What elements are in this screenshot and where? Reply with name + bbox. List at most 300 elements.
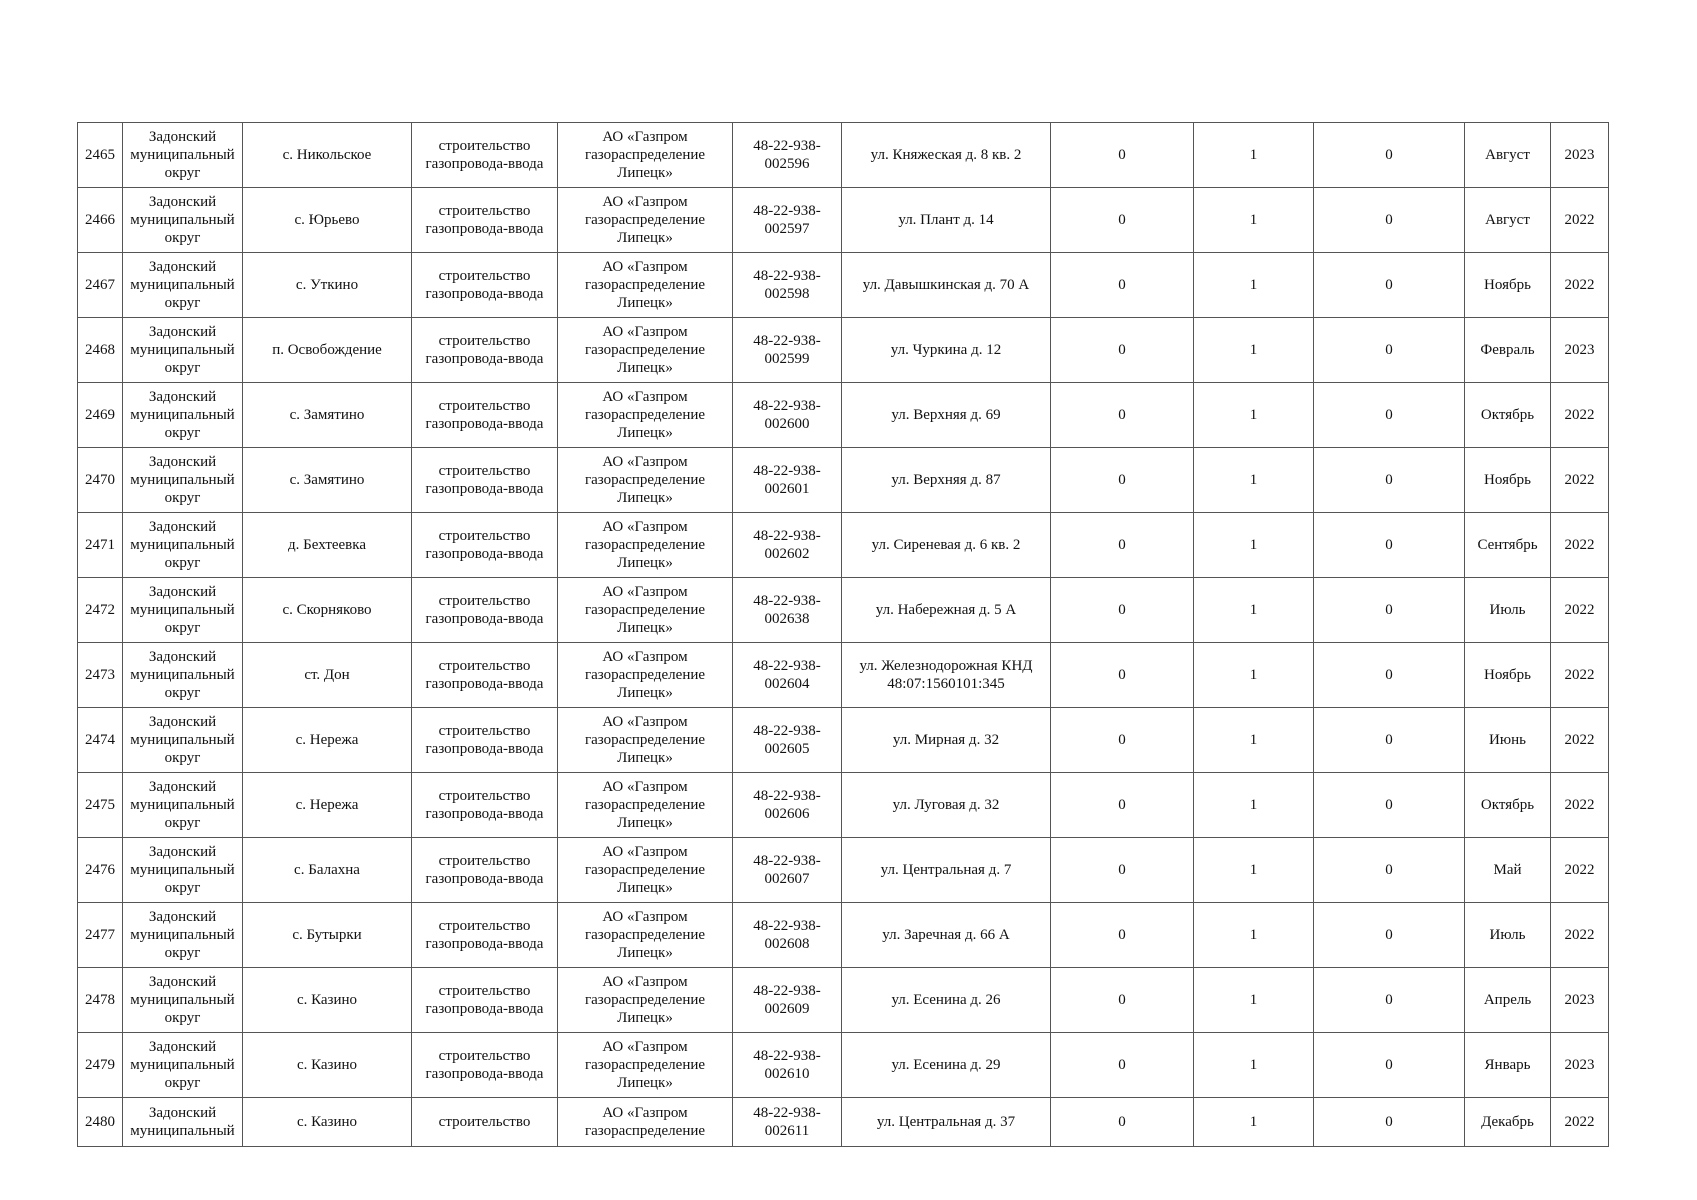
district-line: муниципальный (130, 1057, 235, 1073)
locality-cell: с. Замятино (243, 448, 412, 513)
row-number-cell: 2476 (78, 838, 123, 903)
organization-line: АО «Газпром (602, 1039, 688, 1055)
object-code-cell (733, 643, 842, 708)
work-type-line: строительство (438, 463, 531, 479)
year-cell: 2023 (1551, 1033, 1609, 1098)
count-3-cell: 0 (1314, 1098, 1465, 1147)
address-cell (842, 578, 1051, 643)
year-cell: 2023 (1551, 318, 1609, 383)
district-cell (123, 253, 243, 318)
object-code-cell (733, 188, 842, 253)
district-cell (123, 513, 243, 578)
district-cell (123, 1098, 243, 1147)
district-cell (123, 578, 243, 643)
row-number-cell: 2466 (78, 188, 123, 253)
organization-cell (558, 1098, 733, 1147)
object-code-line: 002604 (764, 676, 810, 692)
object-code-line: 002607 (764, 871, 810, 887)
row-number-cell: 2465 (78, 123, 123, 188)
work-type-cell (412, 253, 558, 318)
work-type-cell (412, 708, 558, 773)
address-cell (842, 708, 1051, 773)
district-line: округ (164, 295, 201, 311)
district-line: округ (164, 750, 201, 766)
object-code-cell (733, 513, 842, 578)
district-line: Задонский (148, 714, 217, 730)
object-code-cell (733, 448, 842, 513)
locality-cell: с. Замятино (243, 383, 412, 448)
row-number-cell: 2471 (78, 513, 123, 578)
district-cell (123, 123, 243, 188)
district-line: муниципальный (130, 862, 235, 878)
organization-line: газораспределение (584, 992, 706, 1008)
work-type-line: газопровода-ввода (425, 481, 544, 497)
address-line: ул. Давышкинская д. 70 А (862, 277, 1030, 293)
work-type-line: газопровода-ввода (425, 546, 544, 562)
district-line: Задонский (148, 1105, 217, 1121)
organization-line: Липецк» (617, 490, 673, 506)
organization-cell (558, 578, 733, 643)
organization-line: газораспределение (584, 732, 706, 748)
registry-table (77, 122, 1609, 1147)
district-cell (123, 903, 243, 968)
count-3-cell: 0 (1314, 773, 1465, 838)
month-cell: Декабрь (1465, 1098, 1551, 1147)
work-type-line: строительство (438, 268, 531, 284)
count-1-cell: 0 (1051, 448, 1194, 513)
table-row (78, 1098, 1609, 1147)
locality-cell: п. Освобождение (243, 318, 412, 383)
work-type-cell (412, 1098, 558, 1147)
count-1-cell: 0 (1051, 1098, 1194, 1147)
address-line: ул. Есенина д. 29 (891, 1057, 1001, 1073)
organization-line: АО «Газпром (602, 129, 688, 145)
count-2-cell: 1 (1194, 578, 1314, 643)
organization-line: Липецк» (617, 750, 673, 766)
district-line: муниципальный (130, 667, 235, 683)
work-type-cell (412, 643, 558, 708)
organization-line: АО «Газпром (602, 194, 688, 210)
count-3-cell: 0 (1314, 708, 1465, 773)
object-code-line: 48-22-938- (753, 723, 821, 739)
work-type-line: газопровода-ввода (425, 611, 544, 627)
count-1-cell: 0 (1051, 1033, 1194, 1098)
object-code-line: 48-22-938- (753, 268, 821, 284)
year-cell: 2022 (1551, 643, 1609, 708)
object-code-line: 48-22-938- (753, 788, 821, 804)
district-cell (123, 968, 243, 1033)
district-line: округ (164, 425, 201, 441)
address-cell (842, 318, 1051, 383)
object-code-line: 002600 (764, 416, 810, 432)
object-code-cell (733, 1033, 842, 1098)
organization-line: АО «Газпром (602, 844, 688, 860)
count-1-cell: 0 (1051, 903, 1194, 968)
address-cell (842, 383, 1051, 448)
district-line: Задонский (148, 974, 217, 990)
organization-line: газораспределение (584, 862, 706, 878)
district-line: муниципальный (130, 732, 235, 748)
count-3-cell: 0 (1314, 383, 1465, 448)
district-line: Задонский (148, 389, 217, 405)
month-cell: Август (1465, 188, 1551, 253)
table-row (78, 513, 1609, 578)
organization-line: Липецк» (617, 295, 673, 311)
locality-cell: с. Никольское (243, 123, 412, 188)
district-line: округ (164, 815, 201, 831)
district-line: муниципальный (130, 1123, 235, 1139)
organization-line: Липецк» (617, 1010, 673, 1026)
address-cell (842, 253, 1051, 318)
organization-line: газораспределение (584, 342, 706, 358)
count-1-cell: 0 (1051, 643, 1194, 708)
address-line: ул. Чуркина д. 12 (890, 342, 1002, 358)
count-1-cell: 0 (1051, 253, 1194, 318)
month-cell: Июнь (1465, 708, 1551, 773)
month-cell: Февраль (1465, 318, 1551, 383)
district-line: Задонский (148, 1039, 217, 1055)
organization-line: газораспределение (584, 667, 706, 683)
organization-line: Липецк» (617, 360, 673, 376)
work-type-line: строительство (438, 398, 531, 414)
district-line: округ (164, 360, 201, 376)
address-line: ул. Есенина д. 26 (891, 992, 1001, 1008)
object-code-line: 002608 (764, 936, 810, 952)
district-line: муниципальный (130, 472, 235, 488)
count-1-cell: 0 (1051, 318, 1194, 383)
organization-line: Липецк» (617, 620, 673, 636)
object-code-cell (733, 123, 842, 188)
organization-line: АО «Газпром (602, 259, 688, 275)
organization-line: АО «Газпром (602, 584, 688, 600)
organization-cell (558, 838, 733, 903)
object-code-line: 002596 (764, 156, 810, 172)
organization-line: Липецк» (617, 685, 673, 701)
district-line: муниципальный (130, 407, 235, 423)
work-type-cell (412, 318, 558, 383)
district-line: Задонский (148, 649, 217, 665)
count-2-cell: 1 (1194, 968, 1314, 1033)
organization-line: Липецк» (617, 880, 673, 896)
work-type-cell (412, 1033, 558, 1098)
organization-cell (558, 383, 733, 448)
object-code-line: 002605 (764, 741, 810, 757)
address-line: ул. Верхняя д. 69 (891, 407, 1001, 423)
year-cell: 2022 (1551, 838, 1609, 903)
row-number-cell: 2467 (78, 253, 123, 318)
organization-line: газораспределение (584, 277, 706, 293)
organization-line: газораспределение (584, 602, 706, 618)
count-3-cell: 0 (1314, 253, 1465, 318)
work-type-line: строительство (438, 918, 531, 934)
address-line: ул. Набережная д. 5 А (875, 602, 1017, 618)
count-1-cell: 0 (1051, 708, 1194, 773)
row-number-cell: 2469 (78, 383, 123, 448)
work-type-cell (412, 578, 558, 643)
district-line: округ (164, 230, 201, 246)
count-3-cell: 0 (1314, 838, 1465, 903)
work-type-line: строительство (438, 1048, 531, 1064)
address-line: ул. Центральная д. 7 (880, 862, 1012, 878)
organization-line: Липецк» (617, 425, 673, 441)
locality-cell: с. Казино (243, 1098, 412, 1147)
address-cell (842, 448, 1051, 513)
locality-cell: с. Нережа (243, 708, 412, 773)
table-row (78, 318, 1609, 383)
district-cell (123, 643, 243, 708)
table-row (78, 903, 1609, 968)
district-line: муниципальный (130, 992, 235, 1008)
object-code-line: 48-22-938- (753, 918, 821, 934)
address-line: ул. Луговая д. 32 (892, 797, 1000, 813)
table-row (78, 253, 1609, 318)
month-cell: Июль (1465, 903, 1551, 968)
work-type-line: газопровода-ввода (425, 741, 544, 757)
month-cell: Ноябрь (1465, 253, 1551, 318)
district-line: муниципальный (130, 212, 235, 228)
address-cell (842, 773, 1051, 838)
month-cell: Октябрь (1465, 773, 1551, 838)
district-line: округ (164, 945, 201, 961)
count-1-cell: 0 (1051, 578, 1194, 643)
row-number-cell: 2480 (78, 1098, 123, 1147)
table-row (78, 383, 1609, 448)
count-3-cell: 0 (1314, 578, 1465, 643)
work-type-line: газопровода-ввода (425, 806, 544, 822)
month-cell: Апрель (1465, 968, 1551, 1033)
object-code-line: 002599 (764, 351, 810, 367)
organization-line: АО «Газпром (602, 714, 688, 730)
count-2-cell: 1 (1194, 448, 1314, 513)
locality-cell: с. Уткино (243, 253, 412, 318)
work-type-line: газопровода-ввода (425, 676, 544, 692)
address-cell (842, 838, 1051, 903)
object-code-line: 002609 (764, 1001, 810, 1017)
address-line: ул. Верхняя д. 87 (891, 472, 1001, 488)
object-code-cell (733, 578, 842, 643)
district-line: муниципальный (130, 927, 235, 943)
organization-line: газораспределение (584, 1057, 706, 1073)
address-cell (842, 123, 1051, 188)
object-code-cell (733, 838, 842, 903)
count-3-cell: 0 (1314, 1033, 1465, 1098)
count-2-cell: 1 (1194, 903, 1314, 968)
district-cell (123, 838, 243, 903)
district-line: округ (164, 490, 201, 506)
year-cell: 2022 (1551, 188, 1609, 253)
district-line: Задонский (148, 454, 217, 470)
organization-line: АО «Газпром (602, 324, 688, 340)
table-row (78, 188, 1609, 253)
object-code-line: 48-22-938- (753, 138, 821, 154)
year-cell: 2023 (1551, 123, 1609, 188)
organization-cell (558, 123, 733, 188)
organization-line: АО «Газпром (602, 519, 688, 535)
work-type-line: газопровода-ввода (425, 1066, 544, 1082)
district-line: муниципальный (130, 277, 235, 293)
count-3-cell: 0 (1314, 513, 1465, 578)
district-line: муниципальный (130, 342, 235, 358)
count-1-cell: 0 (1051, 188, 1194, 253)
work-type-line: строительство (438, 138, 531, 154)
organization-cell (558, 643, 733, 708)
locality-cell: с. Нережа (243, 773, 412, 838)
row-number-cell: 2479 (78, 1033, 123, 1098)
district-line: муниципальный (130, 602, 235, 618)
table-row (78, 968, 1609, 1033)
object-code-cell (733, 903, 842, 968)
count-1-cell: 0 (1051, 513, 1194, 578)
organization-cell (558, 318, 733, 383)
district-line: Задонский (148, 584, 217, 600)
locality-cell: с. Скорняково (243, 578, 412, 643)
address-cell (842, 1098, 1051, 1147)
object-code-line: 48-22-938- (753, 853, 821, 869)
work-type-line: газопровода-ввода (425, 286, 544, 302)
row-number-cell: 2477 (78, 903, 123, 968)
object-code-cell (733, 773, 842, 838)
count-3-cell: 0 (1314, 903, 1465, 968)
district-line: муниципальный (130, 147, 235, 163)
address-cell (842, 188, 1051, 253)
locality-cell: с. Казино (243, 1033, 412, 1098)
district-line: Задонский (148, 129, 217, 145)
row-number-cell: 2473 (78, 643, 123, 708)
count-2-cell: 1 (1194, 513, 1314, 578)
district-line: Задонский (148, 324, 217, 340)
count-2-cell: 1 (1194, 838, 1314, 903)
organization-line: газораспределение (584, 537, 706, 553)
year-cell: 2022 (1551, 578, 1609, 643)
district-line: муниципальный (130, 797, 235, 813)
object-code-cell (733, 1098, 842, 1147)
organization-line: АО «Газпром (602, 389, 688, 405)
table-row (78, 448, 1609, 513)
work-type-line: строительство (438, 983, 531, 999)
organization-line: Липецк» (617, 815, 673, 831)
address-cell (842, 1033, 1051, 1098)
district-line: округ (164, 165, 201, 181)
month-cell: Август (1465, 123, 1551, 188)
year-cell: 2022 (1551, 513, 1609, 578)
count-2-cell: 1 (1194, 123, 1314, 188)
locality-cell: с. Бутырки (243, 903, 412, 968)
count-3-cell: 0 (1314, 643, 1465, 708)
organization-line: газораспределение (584, 212, 706, 228)
year-cell: 2022 (1551, 708, 1609, 773)
organization-line: Липецк» (617, 230, 673, 246)
row-number-cell: 2470 (78, 448, 123, 513)
count-2-cell: 1 (1194, 1033, 1314, 1098)
address-cell (842, 968, 1051, 1033)
district-line: Задонский (148, 194, 217, 210)
work-type-line: строительство (438, 333, 531, 349)
organization-cell (558, 968, 733, 1033)
year-cell: 2022 (1551, 773, 1609, 838)
work-type-line: строительство (438, 593, 531, 609)
work-type-cell (412, 188, 558, 253)
work-type-line: газопровода-ввода (425, 351, 544, 367)
count-2-cell: 1 (1194, 253, 1314, 318)
locality-cell: д. Бехтеевка (243, 513, 412, 578)
object-code-line: 48-22-938- (753, 203, 821, 219)
month-cell: Январь (1465, 1033, 1551, 1098)
count-2-cell: 1 (1194, 773, 1314, 838)
work-type-line: газопровода-ввода (425, 156, 544, 172)
organization-cell (558, 708, 733, 773)
object-code-line: 48-22-938- (753, 463, 821, 479)
row-number-cell: 2472 (78, 578, 123, 643)
work-type-cell (412, 513, 558, 578)
count-1-cell: 0 (1051, 773, 1194, 838)
row-number-cell: 2475 (78, 773, 123, 838)
table-row (78, 1033, 1609, 1098)
count-2-cell: 1 (1194, 708, 1314, 773)
address-line: ул. Заречная д. 66 А (882, 927, 1010, 943)
work-type-line: строительство (438, 723, 531, 739)
count-1-cell: 0 (1051, 968, 1194, 1033)
work-type-line: строительство (438, 788, 531, 804)
object-code-line: 48-22-938- (753, 658, 821, 674)
organization-cell (558, 903, 733, 968)
organization-cell (558, 773, 733, 838)
work-type-cell (412, 903, 558, 968)
year-cell: 2022 (1551, 903, 1609, 968)
work-type-line: газопровода-ввода (425, 871, 544, 887)
address-line: ул. Железнодорожная КНД (859, 658, 1033, 674)
count-3-cell: 0 (1314, 448, 1465, 513)
count-2-cell: 1 (1194, 188, 1314, 253)
district-line: округ (164, 620, 201, 636)
object-code-line: 48-22-938- (753, 398, 821, 414)
work-type-cell (412, 383, 558, 448)
table-row (78, 708, 1609, 773)
organization-cell (558, 253, 733, 318)
address-cell (842, 903, 1051, 968)
count-1-cell: 0 (1051, 383, 1194, 448)
district-cell (123, 383, 243, 448)
organization-line: газораспределение (584, 1123, 706, 1139)
organization-line: АО «Газпром (602, 909, 688, 925)
work-type-line: строительство (438, 853, 531, 869)
object-code-cell (733, 253, 842, 318)
work-type-cell (412, 123, 558, 188)
address-line: ул. Сиреневая д. 6 кв. 2 (871, 537, 1021, 553)
work-type-line: газопровода-ввода (425, 416, 544, 432)
row-number-cell: 2478 (78, 968, 123, 1033)
district-line: Задонский (148, 779, 217, 795)
district-line: округ (164, 880, 201, 896)
organization-line: газораспределение (584, 472, 706, 488)
work-type-line: газопровода-ввода (425, 221, 544, 237)
organization-line: АО «Газпром (602, 779, 688, 795)
organization-cell (558, 1033, 733, 1098)
object-code-line: 48-22-938- (753, 528, 821, 544)
object-code-line: 48-22-938- (753, 333, 821, 349)
object-code-line: 002610 (764, 1066, 810, 1082)
table-row (78, 773, 1609, 838)
district-line: Задонский (148, 259, 217, 275)
registry-table-body (78, 123, 1609, 1147)
district-line: округ (164, 1010, 201, 1026)
object-code-cell (733, 708, 842, 773)
count-3-cell: 0 (1314, 318, 1465, 383)
district-line: Задонский (148, 844, 217, 860)
object-code-line: 48-22-938- (753, 983, 821, 999)
district-line: округ (164, 685, 201, 701)
organization-line: Липецк» (617, 165, 673, 181)
organization-line: АО «Газпром (602, 974, 688, 990)
